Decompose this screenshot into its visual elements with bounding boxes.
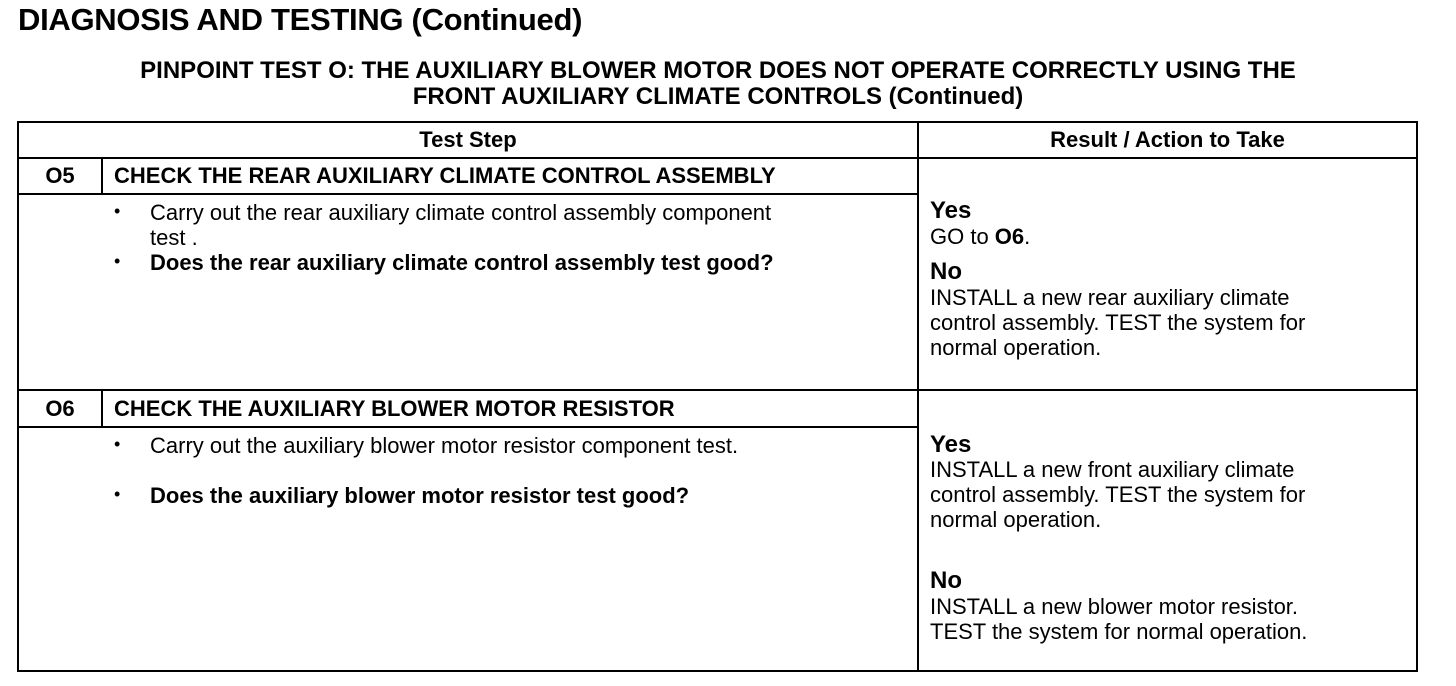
step-title-o6: CHECK THE AUXILIARY BLOWER MOTOR RESISTOR	[114, 396, 675, 421]
o5-id-divider	[101, 157, 103, 193]
o6-id-divider	[101, 389, 103, 426]
bullet-o5-2: •	[114, 251, 121, 271]
o6-no-line-2: TEST the system for normal operation.	[930, 619, 1308, 644]
o6-no-line-1: INSTALL a new blower motor resistor.	[930, 594, 1299, 619]
o6-yes-line-2: control assembly. TEST the system for	[930, 482, 1306, 507]
o6-step-1: Carry out the auxiliary blower motor resistor component test.	[150, 433, 739, 458]
test-step-table	[17, 121, 1418, 672]
o6-title-divider	[19, 426, 917, 428]
o5-no-label: No	[930, 258, 962, 285]
bullet-o5-1: •	[114, 201, 121, 221]
o5-step-1-line-1: Carry out the rear auxiliary climate control assembly component	[150, 200, 772, 225]
document-title: DIAGNOSIS AND TESTING (Continued)	[18, 2, 583, 37]
header-divider	[19, 157, 1416, 159]
pinpoint-test-title-line-2: FRONT AUXILIARY CLIMATE CONTROLS (Continued)	[412, 83, 1024, 110]
o5-yes-action-suffix: .	[1024, 224, 1031, 249]
step-id-o6: O6	[45, 396, 75, 421]
o5-yes-action-prefix: GO to	[930, 224, 995, 249]
column-divider	[917, 123, 919, 670]
o5-yes-label: Yes	[930, 197, 972, 224]
o5-no-line-2: control assembly. TEST the system for	[930, 310, 1306, 335]
o6-yes-line-3: normal operation.	[930, 507, 1102, 532]
o6-no-label: No	[930, 567, 962, 594]
step-id-o5: O5	[45, 163, 75, 188]
header-test-step: Test Step	[419, 127, 517, 152]
pinpoint-test-title-line-1: PINPOINT TEST O: THE AUXILIARY BLOWER MOTOR DOES NOT OPERATE CORRECTLY USING THE	[140, 57, 1296, 84]
o5-step-1-line-2: test .	[150, 225, 198, 250]
step-title-o5: CHECK THE REAR AUXILIARY CLIMATE CONTROL ASSEMBLY	[114, 163, 776, 188]
o5-yes-action	[930, 224, 1030, 249]
o5-no-line-3: normal operation.	[930, 335, 1102, 360]
o5-no-line-1: INSTALL a new rear auxiliary climate	[930, 285, 1290, 310]
o5-yes-goto-link[interactable]: O6	[994, 224, 1025, 249]
pinpoint-test-title	[18, 58, 1418, 110]
o6-step-2: Does the auxiliary blower motor resistor test good?	[150, 483, 690, 508]
header-result-action: Result / Action to Take	[1050, 127, 1285, 152]
o5-title-divider	[19, 193, 917, 195]
bullet-o6-2: •	[114, 484, 121, 504]
bullet-o6-1: •	[114, 434, 121, 454]
o5-step-2: Does the rear auxiliary climate control assembly test good?	[150, 250, 774, 275]
row-divider	[19, 389, 1416, 391]
o6-yes-label: Yes	[930, 431, 972, 458]
o6-yes-line-1: INSTALL a new front auxiliary climate	[930, 457, 1295, 482]
